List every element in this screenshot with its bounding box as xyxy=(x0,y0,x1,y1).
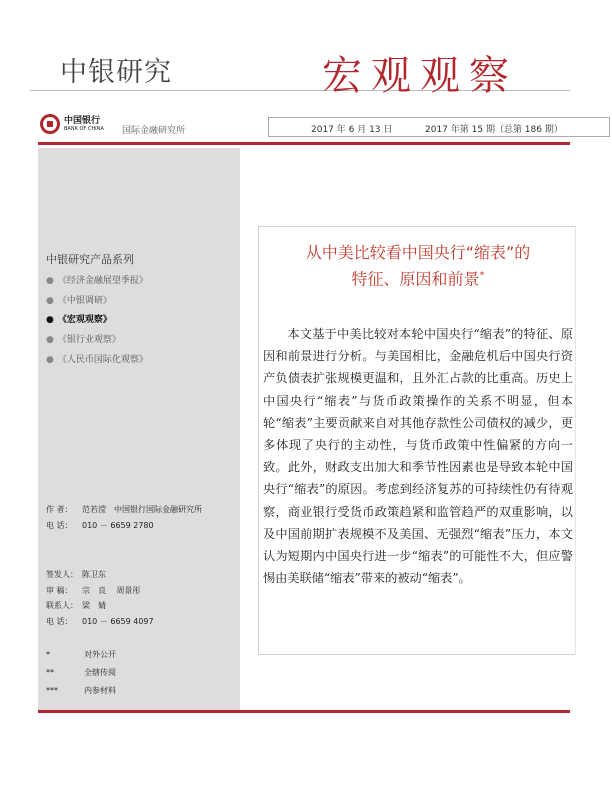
issue-info-box xyxy=(268,117,610,137)
series-title: 宏观观察 xyxy=(322,53,518,99)
bullet-icon: ● xyxy=(46,276,54,286)
contact-phone-value: 010 － 6659 4097 xyxy=(82,616,154,626)
footnote-mark: * xyxy=(479,270,485,281)
product-item: ● 《银行业观察》 xyxy=(46,335,121,346)
author-label: 作 者： xyxy=(46,505,73,514)
bullet-icon: ● xyxy=(46,354,54,365)
author-info xyxy=(46,502,202,533)
legend-text: 内参材料 xyxy=(84,686,116,695)
contact-phone-label: 电 话： xyxy=(46,616,73,626)
article-title-line2: 特征、原因和前景 xyxy=(351,269,480,289)
signer-value: 陈卫东 xyxy=(82,570,106,579)
legend-item xyxy=(46,664,116,682)
issue-number: 2017 年第 15 期（总第 186 期） xyxy=(425,125,563,135)
legend-item xyxy=(46,682,116,700)
legend-item xyxy=(46,646,116,664)
top-divider xyxy=(38,142,570,145)
article-box xyxy=(258,226,576,655)
article-abstract: 本文基于中美比较对本轮中国央行“缩表”的特征、原因和前景进行分析。与美国相比，金融危机后中国央行资产负债表扩张规模更温和，且外汇占款的比重高。历史上中国央行“缩表”与货币政策操作的关系不明显，但本轮“缩表”主要贡献来自对其他存款性公司债权的减少，更多体现了央行的主动性，与货币政策中性偏紧的方向一致。此外，财政支出加大和季节性因素也是导致本轮中国央行“缩表”的原因。考虑到经济复苏的可持续性仍有待观察，商业银行受货币政策趋紧和监管趋严的双重影响，以及中国前期扩表规模不及美国、无强烈“缩表”压力，本文认为短期内中国央行进一步“缩表”的可能性不大，但应警惕由美联储“缩表”带来的被动“缩表”。 xyxy=(263,327,573,586)
product-item: ● 《人民币国际化观察》 xyxy=(46,354,148,365)
author-value: 范若滢 中国银行国际金融研究所 xyxy=(82,505,202,514)
contact-label: 联系人： xyxy=(46,601,78,610)
legend-stars: *** xyxy=(46,686,58,695)
article-title xyxy=(259,241,577,290)
bottom-divider xyxy=(38,710,570,713)
distribution-legend xyxy=(46,646,116,700)
legend-stars: * xyxy=(46,650,50,659)
contact-value: 梁 婧 xyxy=(82,601,106,610)
product-item: ● 《中银调研》 xyxy=(46,295,112,306)
bank-name: 中国银行 xyxy=(64,116,101,126)
product-list xyxy=(46,273,148,371)
bank-name-en: BANK OF CHINA xyxy=(64,126,104,132)
legend-stars: ** xyxy=(46,668,54,677)
bank-of-china-logo-icon xyxy=(40,114,60,134)
publish-date: 2017 年 6 月 13 日 xyxy=(311,125,393,135)
bullet-icon: ● xyxy=(46,295,54,306)
product-item-current: ● 《宏观观察》 xyxy=(46,315,112,326)
reviewer-label: 审 稿： xyxy=(46,585,73,595)
editorial-info xyxy=(46,567,154,629)
legend-text: 对外公开 xyxy=(84,650,116,659)
bullet-icon: ● xyxy=(46,335,54,346)
signer-label: 签发人： xyxy=(46,570,78,579)
bullet-icon: ● xyxy=(46,315,54,326)
product-item: ● 《经济金融展望季报》 xyxy=(46,276,148,286)
author-phone-label: 电 话： xyxy=(46,520,73,530)
article-title-line1: 从中美比较看中国央行“缩表”的 xyxy=(305,243,531,262)
author-phone-value: 010 － 6659 2780 xyxy=(82,520,154,530)
institute-name: 国际金融研究所 xyxy=(122,126,186,136)
reviewer-value: 宗 良 周景彤 xyxy=(82,585,141,595)
product-series-heading: 中银研究产品系列 xyxy=(46,253,134,266)
legend-text: 全辖传阅 xyxy=(84,668,116,677)
brand-logo: 中银研究 xyxy=(60,57,172,88)
